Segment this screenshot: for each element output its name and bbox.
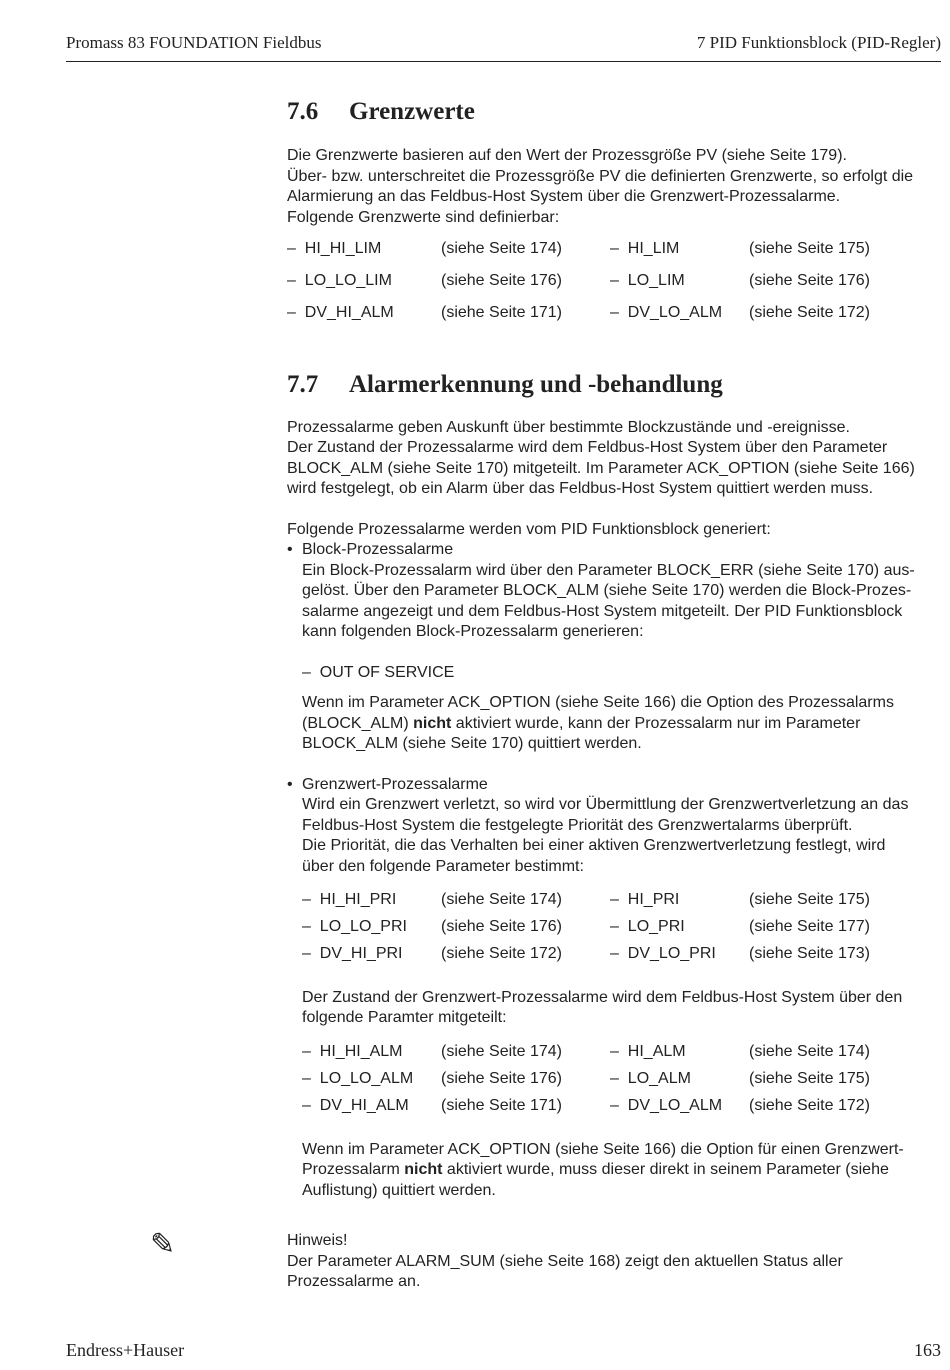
ack-text: aktiviert wurde, kann der Prozessalarm nur im Parameter <box>451 714 861 732</box>
status-paragraph <box>302 988 942 1029</box>
pencil-icon: ✎ <box>150 1228 176 1261</box>
limit-name: – DV_LO_ALM <box>610 303 749 324</box>
bullet-body-line: salarme angezeigt und dem Feldbus-Host System mitgeteilt. Der PID Funktionsblock <box>302 602 903 620</box>
s77-intro-line: Prozessalarme geben Auskunft über bestimmte Blockzustände und -ereignisse. <box>287 418 850 436</box>
out-of-service-item: – OUT OF SERVICE <box>302 663 942 684</box>
priority-ref: (siehe Seite 177) <box>749 918 870 936</box>
priority-list <box>302 890 942 965</box>
header-doc-title: Promass 83 FOUNDATION Fieldbus <box>66 33 322 52</box>
limit-name: – HI_LIM <box>610 239 749 260</box>
alarm-name: – DV_LO_ALM <box>610 1096 749 1117</box>
limit-ref: (siehe Seite 176) <box>749 272 870 289</box>
bullet-title: Block-Prozessalarme <box>302 541 454 558</box>
section-7-6-heading <box>287 96 942 128</box>
bullet-limit-alarms <box>287 775 942 1202</box>
ack-line: Wenn im Parameter ACK_OPTION (siehe Seite 166) die Option für einen Grenzwert- <box>302 1140 904 1158</box>
note-line: Prozessalarme an. <box>287 1273 421 1291</box>
limit-ref: (siehe Seite 174) <box>441 240 562 257</box>
section-number: 7.6 <box>287 98 319 125</box>
ack-text: aktiviert wurde, muss dieser direkt in seinem Parameter (siehe <box>442 1161 889 1179</box>
s77-intro-line: wird festgelegt, ob ein Alarm über das Feldbus-Host System quittiert werden muss. <box>287 480 874 497</box>
ack-line: Wenn im Parameter ACK_OPTION (siehe Seite 166) die Option des Prozessalarms <box>302 694 894 711</box>
s76-intro-line: Alarmierung an das Feldbus-Host System über die Grenzwert-Prozessalarme. <box>287 188 841 205</box>
alarm-name: – LO_LO_ALM <box>302 1069 441 1090</box>
status-line: Der Zustand der Grenzwert-Prozessalarme wird dem Feldbus-Host System über den <box>302 988 903 1006</box>
alarm-name: – HI_ALM <box>610 1042 749 1063</box>
priority-ref: (siehe Seite 176) <box>441 918 562 936</box>
alarm-ref: (siehe Seite 174) <box>441 1042 562 1060</box>
ack-text: (BLOCK_ALM) <box>302 714 414 732</box>
priority-name: – HI_PRI <box>610 890 749 911</box>
limit-ack-paragraph <box>302 1140 942 1202</box>
ack-line: Auflistung) quittiert werden. <box>302 1181 496 1199</box>
alarm-ref: (siehe Seite 176) <box>441 1070 562 1088</box>
alarm-name: – HI_HI_ALM <box>302 1042 441 1063</box>
bullet-title: Grenzwert-Prozessalarme <box>302 775 488 793</box>
section-title: Grenzwerte <box>349 98 475 125</box>
limit-name: – HI_HI_LIM <box>287 239 441 260</box>
limit-ref: (siehe Seite 171) <box>441 304 562 321</box>
bullet-body-line: Die Priorität, die das Verhalten bei einer aktiven Grenzwertverletzung festlegt, wird <box>302 837 886 854</box>
note-title: Hinweis! <box>287 1232 348 1250</box>
limit-name: – LO_LO_LIM <box>287 271 441 292</box>
ack-text: Prozessalarm <box>302 1161 405 1179</box>
alarm-ref: (siehe Seite 172) <box>749 1097 870 1115</box>
limits-list <box>287 239 942 324</box>
alarm-name: – DV_HI_ALM <box>302 1096 441 1117</box>
s76-intro-line: Die Grenzwerte basieren auf den Wert der Prozessgröße PV (siehe Seite 179). <box>287 147 847 164</box>
bullet-body-line: kann folgenden Block-Prozessalarm generieren: <box>302 623 644 640</box>
priority-ref: (siehe Seite 174) <box>441 891 562 908</box>
limit-ref: (siehe Seite 175) <box>749 240 870 257</box>
priority-name: – LO_LO_PRI <box>302 917 441 938</box>
priority-ref: (siehe Seite 173) <box>749 945 870 963</box>
s76-intro-line: Folgende Grenzwerte sind definierbar: <box>287 208 560 226</box>
priority-name: – DV_LO_PRI <box>610 944 749 965</box>
header-chapter-title: 7 PID Funktionsblock (PID-Regler) <box>696 33 941 52</box>
limit-name: – LO_LIM <box>610 271 749 292</box>
section-number: 7.7 <box>287 370 319 398</box>
priority-name: – HI_HI_PRI <box>302 890 441 911</box>
section-7-7-heading <box>287 369 942 401</box>
ack-emphasis: nicht <box>413 714 452 732</box>
generated-alarms-intro: Folgende Prozessalarme werden vom PID Funktionsblock generiert: <box>287 520 771 538</box>
page-content <box>287 96 942 1293</box>
limit-ref: (siehe Seite 176) <box>441 272 562 289</box>
bullet-body-line: Wird ein Grenzwert verletzt, so wird vor Übermittlung der Grenzwertverletzung an das <box>302 796 909 813</box>
bullet-body-line: Ein Block-Prozessalarm wird über den Parameter BLOCK_ERR (siehe Seite 170) aus- <box>302 561 915 579</box>
priority-ref: (siehe Seite 172) <box>441 945 562 963</box>
alarm-ref: (siehe Seite 175) <box>749 1070 870 1088</box>
note-block <box>287 1231 942 1293</box>
s77-intro-line: BLOCK_ALM (siehe Seite 170) mitgeteilt. Im Parameter ACK_OPTION (siehe Seite 166) <box>287 459 915 477</box>
priority-name: – DV_HI_PRI <box>302 944 441 965</box>
ack-line <box>302 714 942 735</box>
block-ack-paragraph <box>302 693 942 755</box>
bullet-dot: • <box>287 775 293 793</box>
bullet-block-alarms <box>287 540 942 755</box>
note-line: Der Parameter ALARM_SUM (siehe Seite 168) zeigt den aktuellen Status aller <box>287 1252 843 1270</box>
priority-name: – LO_PRI <box>610 917 749 938</box>
alarm-name: – LO_ALM <box>610 1069 749 1090</box>
s76-intro-line: Über- bzw. unterschreitet die Prozessgröße PV die definierten Grenzwerte, so erfolgt die <box>287 167 914 185</box>
bullet-body-line: über den folgende Parameter bestimmt: <box>302 857 584 875</box>
status-line: folgende Paramter mitgeteilt: <box>302 1009 507 1027</box>
ack-emphasis: nicht <box>404 1161 443 1179</box>
limit-ref: (siehe Seite 172) <box>749 304 870 321</box>
page-header <box>66 33 941 62</box>
footer-brand: Endress+Hauser <box>66 1340 185 1360</box>
alarm-ref: (siehe Seite 174) <box>749 1042 870 1060</box>
priority-ref: (siehe Seite 175) <box>749 891 870 908</box>
bullet-body-line: Feldbus-Host System die festgelegte Priorität des Grenzwertalarms überprüft. <box>302 816 853 834</box>
bullet-body-line: gelöst. Über den Parameter BLOCK_ALM (siehe Seite 170) werden die Block-Prozes- <box>302 582 912 599</box>
ack-line: BLOCK_ALM (siehe Seite 170) quittiert werden. <box>302 735 642 752</box>
alarm-ref: (siehe Seite 171) <box>441 1097 562 1115</box>
section-title: Alarmerkennung und -behandlung <box>349 370 723 398</box>
limit-name: – DV_HI_ALM <box>287 303 441 324</box>
alarm-list <box>302 1042 942 1117</box>
s77-intro-line: Der Zustand der Prozessalarme wird dem Feldbus-Host System über den Parameter <box>287 439 888 456</box>
ack-line <box>302 1160 942 1181</box>
page-number: 163 <box>914 1340 941 1360</box>
bullet-dot: • <box>287 541 293 558</box>
